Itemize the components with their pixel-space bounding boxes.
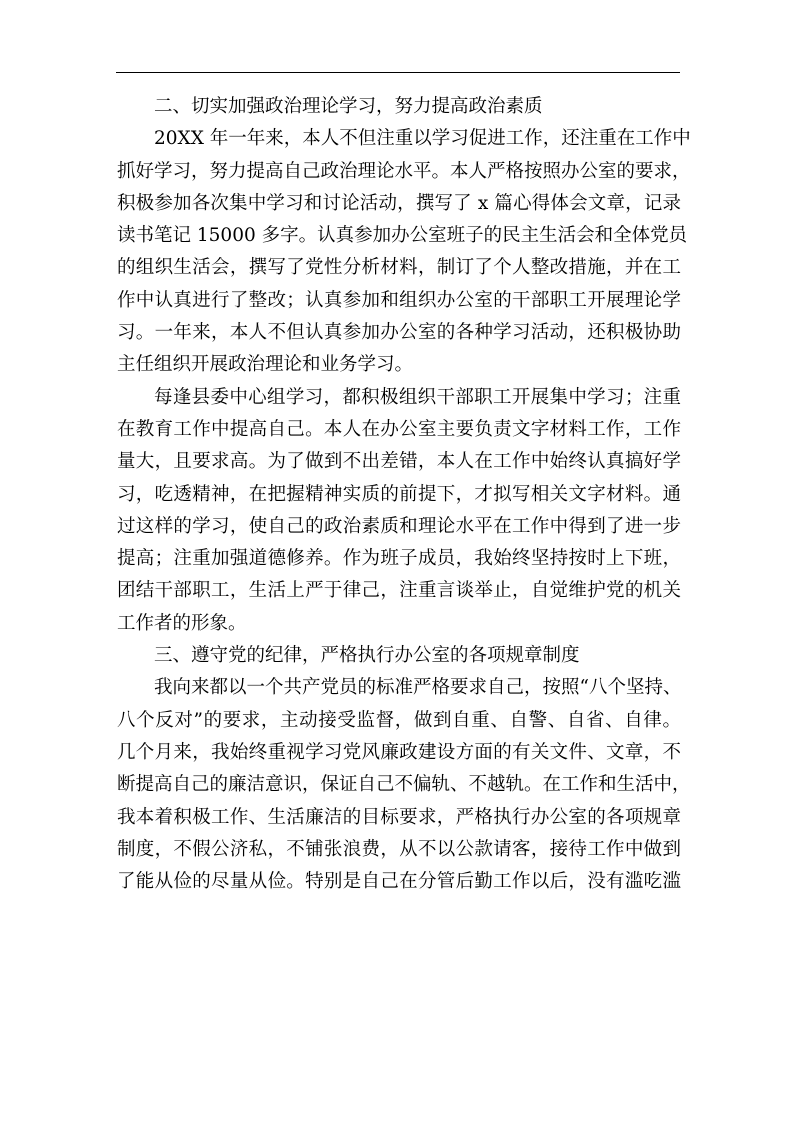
paragraph-line: 提高；注重加强道德修养。作为班子成员，我始终坚持按时上下班， (117, 548, 681, 570)
paragraph-line: 主任组织开展政治理论和业务学习。 (117, 354, 414, 376)
paragraph-line: 读书笔记 15000 多字。认真参加办公室班子的民主生活会和全体党员 (117, 225, 688, 247)
paragraph-line: 的组织生活会，撰写了党性分析材料，制订了个人整改措施，并在工 (117, 257, 681, 279)
paragraph-line: 制度，不假公济私，不铺张浪费，从不以公款请客，接待工作中做到 (117, 838, 681, 860)
paragraph-line: 团结干部职工，生活上严于律己，注重言谈举止，自觉维护党的机关 (117, 580, 681, 602)
paragraph-line: 过这样的学习，使自己的政治素质和理论水平在工作中得到了进一步 (117, 515, 681, 537)
paragraph-line: 习。一年来，本人不但认真参加办公室的各种学习活动，还积极协助 (117, 322, 681, 344)
section-heading: 二、切实加强政治理论学习，努力提高政治素质 (154, 96, 543, 117)
paragraph-line: 了能从俭的尽量从俭。特别是自己在分管后勤工作以后，没有滥吃滥 (117, 871, 681, 893)
paragraph-line: 在教育工作中提高自己。本人在办公室主要负责文字材料工作，工作 (117, 418, 681, 440)
paragraph-line: 每逢县委中心组学习，都积极组织干部职工开展集中学习；注重 (154, 386, 681, 408)
section-heading: 三、遵守党的纪律，严格执行办公室的各项规章制度 (154, 645, 580, 667)
paragraph-line: 断提高自己的廉洁意识，保证自己不偏轨、不越轨。在工作和生活中， (117, 774, 691, 796)
paragraph-line: 20XX 年一年来，本人不但注重以学习促进工作，还注重在工作中 (154, 128, 691, 150)
paragraph-line: 作中认真进行了整改；认真参加和组织办公室的干部职工开展理论学 (117, 289, 681, 311)
paragraph-line: 八个反对”的要求，主动接受监督，做到自重、自警、自省、自律。 (117, 709, 681, 731)
paragraph-line: 积极参加各次集中学习和讨论活动，撰写了 x 篇心得体会文章，记录 (117, 192, 681, 214)
paragraph-line: 量大，且要求高。为了做到不出差错，本人在工作中始终认真搞好学 (117, 451, 681, 473)
paragraph-line: 我本着积极工作、生活廉洁的目标要求，严格执行办公室的各项规章 (117, 806, 681, 828)
paragraph-line: 习，吃透精神，在把握精神实质的前提下，才拟写相关文字材料。通 (117, 483, 681, 505)
document-body (117, 91, 691, 898)
paragraph-line: 几个月来，我始终重视学习党风廉政建设方面的有关文件、文章，不 (117, 741, 681, 763)
paragraph-line: 我向来都以一个共产党员的标准严格要求自己，按照“八个坚持、 (154, 677, 682, 699)
paragraph-line: 工作者的形象。 (117, 612, 247, 634)
header-rule (116, 72, 680, 73)
paragraph-line: 抓好学习，努力提高自己政治理论水平。本人严格按照办公室的要求， (117, 160, 691, 182)
